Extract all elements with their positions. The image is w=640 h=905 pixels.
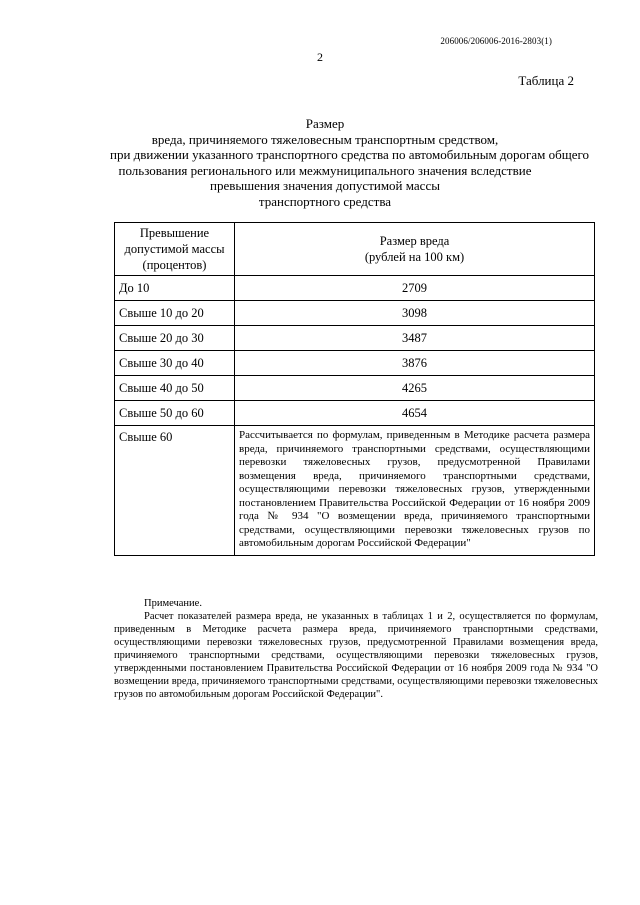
row-label: Свыше 40 до 50 [115, 376, 235, 401]
title-line: вреда, причиняемого тяжеловесным транспортным средством, [151, 131, 499, 147]
row-value: 4265 [235, 376, 595, 401]
row-calculation-text: Рассчитывается по формулам, приведенным в Методике расчета размера вреда, причиняемого транспортными средствами, осуществляющими перевозки тяжеловесных грузов, предусмотренной Правилами возмещения вреда, причиняемого транспортными средствами, осуществляющими перевозки тяжеловесных грузов, утвержденными постановлением Правительства Российской Федерации от 16 ноября 2009 года № 934 "О возмещении вреда, причиняемого транспортными средствами, осуществляющими перевозки тяжеловесных грузов по автомобильным дорогам Российской Федерации" [235, 426, 595, 556]
row-label: Свыше 30 до 40 [115, 351, 235, 376]
table-label: Таблица 2 [518, 73, 574, 88]
title-line: при движении указанного транспортного средства по автомобильным дорогам общего [110, 147, 590, 162]
table-row-over-60 [115, 426, 595, 556]
table-row [115, 326, 595, 351]
note-heading: Примечание. [144, 598, 202, 609]
page-number: 2 [317, 50, 323, 64]
row-label: Свыше 60 [115, 426, 235, 556]
header-line: Превышение [139, 226, 210, 240]
table-row [115, 376, 595, 401]
row-value: 3487 [235, 326, 595, 351]
column-header-excess [115, 223, 235, 276]
row-value: 3098 [235, 301, 595, 326]
row-label: Свыше 50 до 60 [115, 401, 235, 426]
row-label: Свыше 10 до 20 [115, 301, 235, 326]
note-section [114, 597, 598, 701]
row-value: 3876 [235, 351, 595, 376]
harm-rate-table [114, 222, 595, 556]
row-value: 4654 [235, 401, 595, 426]
table-row [115, 301, 595, 326]
title-line: превышения значения допустимой массы [210, 178, 440, 193]
column-header-harm-amount [235, 223, 595, 276]
table-row [115, 276, 595, 301]
table-header-row [115, 223, 595, 276]
title-line: Размер [305, 116, 345, 131]
header-line: Размер вреда [379, 234, 450, 248]
header-line: (процентов) [142, 258, 207, 272]
header-line: (рублей на 100 км) [364, 250, 465, 264]
header-line: допустимой массы [124, 242, 225, 256]
title-line: пользования регионального или межмуниципального значения вследствие [118, 162, 532, 178]
note-text: Расчет показателей размера вреда, не указанных в таблицах 1 и 2, осуществляется по формулам, приведенным в Методике расчета размера вреда, причиняемого транспортными средствами, осуществляющими перевозки тяжеловесных грузов, предусмотренной Правилами возмещения вреда, причиняемого транспортными средствами, осуществляющими перевозки тяжеловесных грузов, утвержденными постановлением Правительства Российской Федерации от 16 ноября 2009 года № 934 "О возмещении вреда, причиняемого транспортными средствами, осуществляющими перевозки тяжеловесных грузов по автомобильным дорогам Российской Федерации". [114, 611, 598, 700]
table-title [110, 116, 590, 209]
table-row [115, 351, 595, 376]
document-id: 206006/206006-2016-2803(1) [440, 36, 552, 46]
title-line: транспортного средства [258, 193, 392, 209]
row-value: 2709 [235, 276, 595, 301]
row-label: До 10 [115, 276, 235, 301]
row-label: Свыше 20 до 30 [115, 326, 235, 351]
table-row [115, 401, 595, 426]
